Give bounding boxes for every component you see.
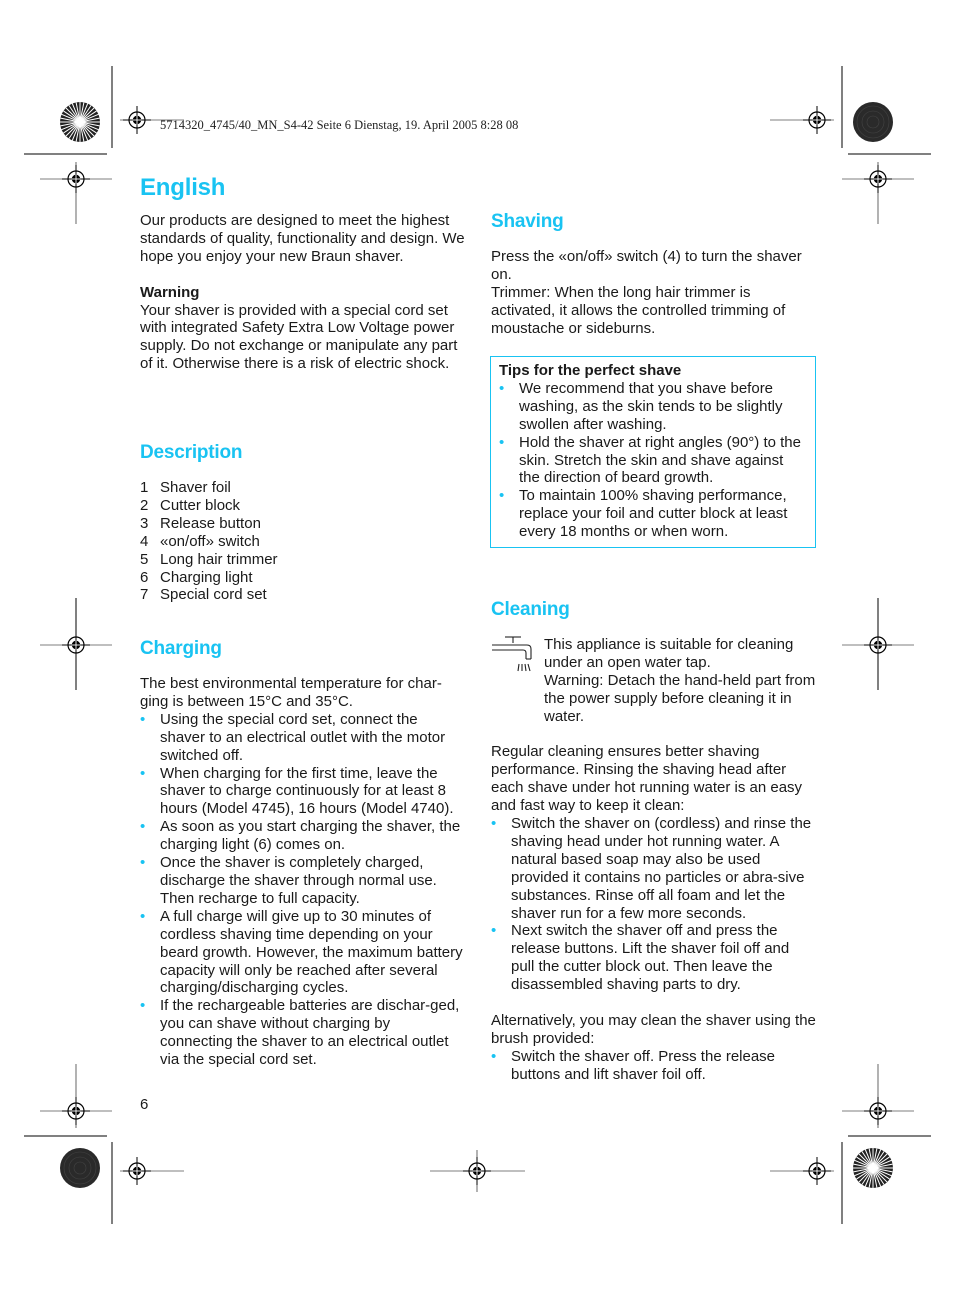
bullet-icon: •: [140, 818, 146, 836]
list-item: • When charging for the first time, leave the shaver to charge continuously for at least 8 hours (Model 4745), 16 hours (Model 4740).: [140, 764, 454, 818]
list-item: 2 Cutter block: [140, 496, 241, 514]
list-item: • Switch the shaver off. Press the release buttons and lift shaver foil off.: [491, 1047, 776, 1083]
cleaning-list: [491, 815, 816, 994]
list-item: • Next switch the shaver off and press the release buttons. Lift the shaver foil off and pull the cutter block out. Then leave the disassembled shaving parts to dry.: [491, 922, 790, 994]
list-item: • A full charge will give up to 30 minutes of cordless shaving time depending on your beard growth. However, the maximum battery capacity will only be reached after several charging/discharging cycles.: [140, 907, 463, 997]
tips-heading: Tips for the perfect shave: [499, 362, 682, 379]
list-item: • Using the special cord set, connect the shaver to an electrical outlet with the motor switched off.: [140, 710, 446, 764]
list-item: • Once the shaver is completely charged, discharge the shaver through normal use. Then recharge to full capacity.: [140, 854, 437, 907]
charging-intro: The best environmental temperature for char-ging is between 15°C and 35°C.: [140, 675, 442, 710]
bullet-icon: •: [140, 997, 146, 1015]
description-list: [140, 479, 465, 604]
description-section: [140, 442, 465, 604]
shaving-text-2: Trimmer: When the long hair trimmer is activated, it allows the controlled trimming of moustache or sideburns.: [491, 283, 786, 337]
language-title: English: [140, 174, 226, 201]
charging-section: [140, 638, 465, 1069]
list-item: 1 Shaver foil: [140, 479, 231, 496]
bullet-icon: •: [140, 764, 146, 782]
list-item: • We recommend that you shave before washing, as the skin tends to be slightly swollen after washing.: [499, 379, 783, 433]
list-item: • Switch the shaver on (cordless) and rinse the shaving head under hot running water. A natural based soap may also be used provided it contains no particles or abra-sive substances. Rinse off all foam and let the shaver run for a few more seconds.: [491, 815, 812, 922]
list-item: • As soon as you start charging the shaver, the charging light (6) comes on.: [140, 818, 461, 854]
list-item: 5 Long hair trimmer: [140, 550, 278, 568]
list-item: • To maintain 100% shaving performance, replace your foil and cutter block at least every 18 months or when worn.: [499, 487, 788, 541]
cleaning-text-1: Regular cleaning ensures better shaving performance. Rinsing the shaving head after each shave under hot running water is an easy and fast way to keep it clean:: [491, 743, 803, 815]
cleaning-section: [491, 599, 816, 1084]
bullet-icon: •: [499, 433, 505, 451]
shaving-heading: Shaving: [491, 211, 564, 232]
page-number: 6: [140, 1096, 149, 1113]
list-item: 6 Charging light: [140, 568, 253, 586]
tips-box: [490, 356, 816, 548]
tap-text: This appliance is suitable for cleaning under an open water tap.: [544, 636, 794, 671]
list-item: • If the rechargeable batteries are dischar-ged, you can shave without charging by connecting the shaver to an electrical outlet via the special cord set.: [140, 997, 460, 1069]
water-tap-icon: [491, 633, 535, 675]
warning-text: Your shaver is provided with a special cord set with integrated Safety Extra Low Voltage power supply. Do not exchange or manipulate any part of it. Otherwise there is a risk of electric shock.: [140, 301, 458, 373]
bullet-icon: •: [140, 854, 146, 872]
list-item: 3 Release button: [140, 514, 261, 532]
tips-list: [499, 380, 807, 541]
warning-heading: Warning: [140, 283, 200, 301]
print-slug: 5714320_4745/40_MN_S4-42 Seite 6 Dienstag, 19. April 2005 8:28 08: [160, 118, 519, 132]
shaving-section: [491, 211, 816, 338]
intro-section: [140, 212, 465, 373]
list-item: 7 Special cord set: [140, 586, 267, 604]
bullet-icon: •: [140, 907, 146, 925]
description-heading: Description: [140, 442, 243, 463]
bullet-icon: •: [499, 487, 505, 505]
bullet-icon: •: [491, 1047, 497, 1065]
charging-heading: Charging: [140, 638, 222, 659]
bullet-icon: •: [491, 815, 497, 833]
cleaning-text-2: Alternatively, you may clean the shaver using the brush provided:: [491, 1012, 816, 1047]
bullet-icon: •: [140, 710, 146, 728]
intro-text: Our products are designed to meet the highest standards of quality, functionality and design. We hope you enjoy your new Braun shaver.: [140, 212, 465, 265]
shaving-text-1: Press the «on/off» switch (4) to turn the shaver on.: [491, 248, 802, 283]
tap-warning: Warning: Detach the hand-held part from the power supply before cleaning it in water.: [544, 671, 816, 725]
bullet-icon: •: [491, 922, 497, 940]
cleaning-list-2: [491, 1048, 816, 1084]
list-item: 4 «on/off» switch: [140, 532, 260, 550]
charging-list: [140, 711, 465, 1069]
list-item: • Hold the shaver at right angles (90°) to the skin. Stretch the skin and shave against the direction of beard growth.: [499, 433, 801, 487]
cleaning-heading: Cleaning: [491, 599, 570, 620]
tap-note: [491, 636, 816, 726]
bullet-icon: •: [499, 379, 505, 397]
